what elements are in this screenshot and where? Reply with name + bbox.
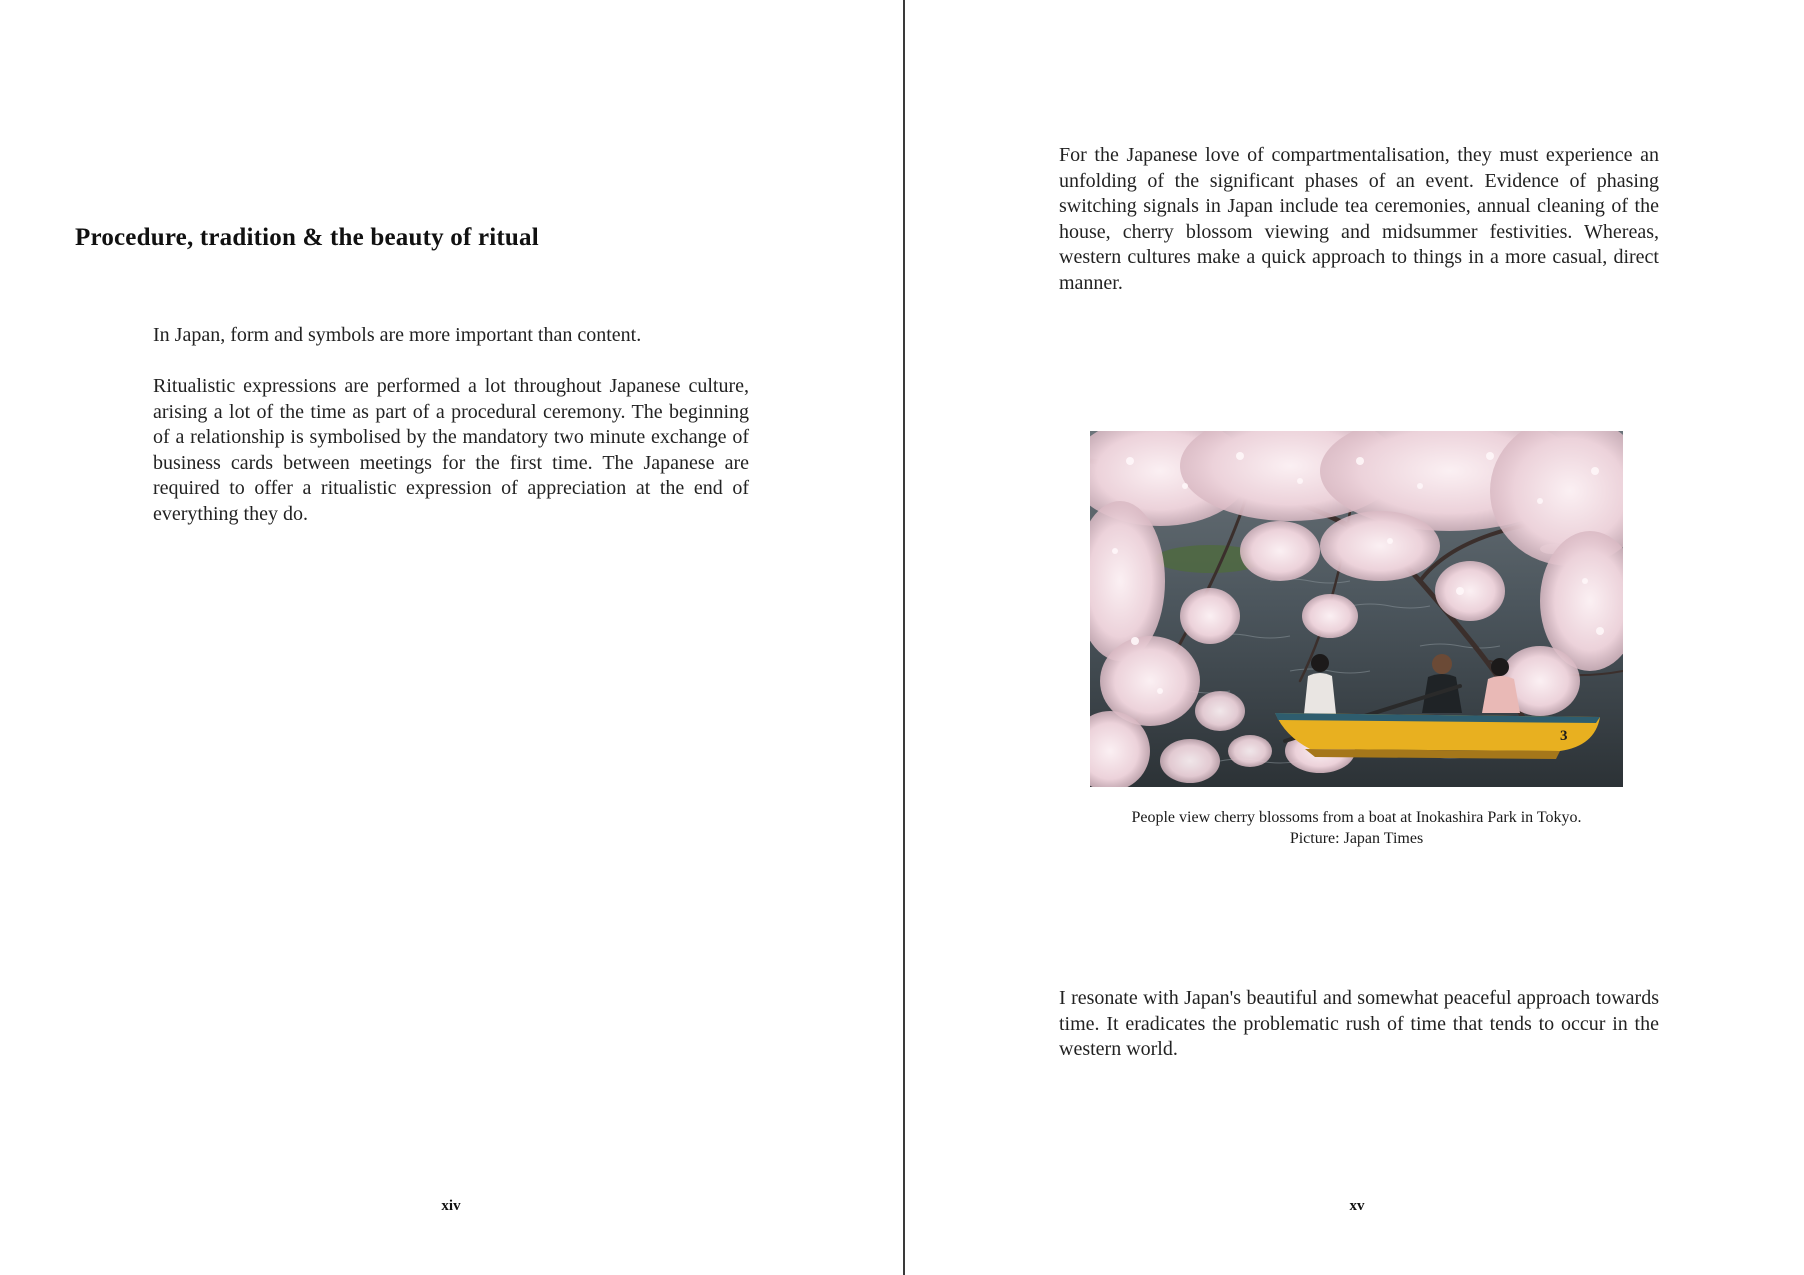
ritual-paragraph: Ritualistic expressions are performed a lot throughout Japanese culture, arising a lot of the time as part of a procedural ceremony. The beginning of a relationship is symbolised by the mandatory two minute exchange of business cards between meetings for the first time. The Japanese are required to offer a ritualistic expression of appreciation at the end of everything they do. [153,375,749,525]
intro-paragraph: In Japan, form and symbols are more important than content. [153,324,642,346]
section-heading: Procedure, tradition & the beauty of ritual [75,224,539,251]
caption-line-1: People view cherry blossoms from a boat at Inokashira Park in Tokyo. [1131,809,1582,826]
cherry-blossom-boat-photo [1090,431,1623,787]
caption-credit: Picture: Japan Times [1289,830,1424,847]
photo-caption [1040,807,1673,849]
page-number-left: xiv [441,1198,461,1214]
yellow-rowboat [1275,713,1600,759]
right-page [906,0,1804,1275]
page-number-right: xv [1349,1198,1365,1214]
boat-number: 3 [1560,728,1568,744]
reflection-paragraph: I resonate with Japan's beautiful and somewhat peaceful approach towards time. It eradicates the problematic rush of time that tends to occur in the western world. [1059,987,1659,1060]
compartmentalisation-paragraph: For the Japanese love of compartmentalisation, they must experience an unfolding of the significant phases of an event. Evidence of phasing switching signals in Japan include tea ceremonies, annual cleaning of the house, cherry blossom viewing and midsummer festivities. Whereas, western cultures make a quick approach to things in a more casual, direct manner. [1059,144,1659,294]
book-spine-divider [903,0,905,1275]
